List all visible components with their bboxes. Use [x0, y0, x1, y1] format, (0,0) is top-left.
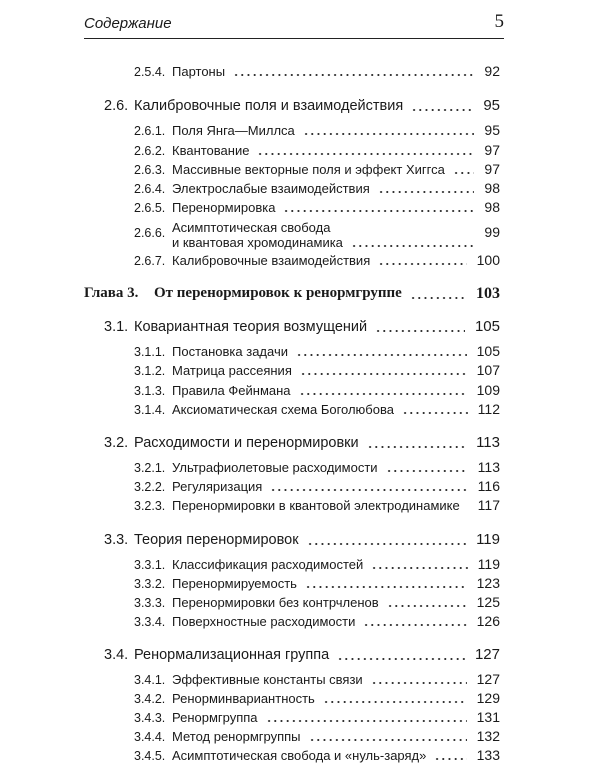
toc-subsection [0, 179, 600, 199]
toc-entry-number: 2.5.4. [134, 65, 166, 79]
toc-subsection [0, 458, 600, 478]
toc-entry-number: 3.4.4. [134, 730, 166, 744]
toc-section [0, 318, 600, 338]
toc-section [0, 646, 600, 666]
toc-entry-page: 112 [477, 401, 500, 417]
toc-section [0, 434, 600, 454]
toc-entry-number: 2.6.7. [134, 254, 166, 268]
dot-leader [233, 74, 474, 76]
toc-entry-number: 3.4.2. [134, 692, 166, 706]
toc-entry-page: 95 [483, 97, 500, 114]
toc-entry-title: Перенормировки в квантовой электродинамике [172, 498, 460, 513]
toc-entry-number: 3.2. [104, 435, 129, 451]
toc-subsection [0, 400, 600, 420]
toc-entry-page: 99 [484, 224, 500, 240]
toc-subsection [0, 342, 600, 362]
toc-entry-title: Расходимости и перенормировки [134, 435, 359, 451]
toc-entry-number: 3.4.5. [134, 749, 166, 763]
toc-entry-page: 129 [476, 690, 500, 706]
toc-entry-title: Калибровочные поля и взаимодействия [134, 98, 404, 114]
toc-entry-title: Аксиоматическая схема Боголюбова [172, 402, 394, 417]
toc-entry-number: 3.4.3. [134, 711, 166, 725]
toc-entry-number: 2.6.2. [134, 144, 166, 158]
toc-entry-page: 127 [474, 646, 500, 663]
toc-entry-title: Матрица рассеяния [172, 363, 292, 378]
toc-entry-title: Партоны [172, 64, 226, 79]
toc-chapter [0, 285, 600, 305]
header-title: Содержание [84, 15, 172, 32]
dot-leader [257, 153, 474, 155]
toc-entry-page: 109 [476, 382, 500, 398]
toc-subsection [0, 612, 600, 632]
dot-leader [351, 245, 475, 247]
toc-entry-page: 133 [476, 747, 500, 763]
toc-entry-page: 125 [476, 594, 500, 610]
toc-subsection [0, 574, 600, 594]
toc-entry-number: 3.2.2. [134, 480, 166, 494]
toc-entry-page: 132 [476, 728, 500, 744]
toc-entry-page: 103 [476, 285, 500, 302]
toc-entry-title: Асимптотическая свобода и «нуль-заряд» [172, 748, 427, 763]
dot-leader [307, 543, 467, 545]
toc-entry-page: 97 [484, 142, 500, 158]
toc-entry-title: Теория перенормировок [134, 532, 299, 548]
toc-entry-number: 3.4.1. [134, 673, 166, 687]
toc-entry-number: 2.6.5. [134, 201, 166, 215]
toc-subsection [0, 477, 600, 497]
dot-leader [305, 586, 467, 588]
toc-entry-number: 3.2.1. [134, 461, 166, 475]
toc-subsection [0, 727, 600, 747]
toc-entry-title: Квантование [172, 143, 250, 158]
toc-entry-title: Правила Фейнмана [172, 383, 291, 398]
header-page-number: 5 [494, 11, 504, 32]
dot-leader [411, 109, 473, 111]
toc-entry-page: 131 [476, 709, 500, 725]
toc-section [0, 97, 600, 117]
toc-entry-number: 3.1.1. [134, 345, 166, 359]
dot-leader [410, 297, 466, 299]
toc-entry-number: Глава 3. [84, 285, 139, 301]
toc-entry-number: 3.4. [104, 647, 129, 663]
toc-entry-title: От перенормировок к ренормгруппе [154, 285, 402, 301]
toc-entry-title-line: и квантовая хромодинамика [172, 235, 343, 250]
toc-entry-page: 117 [477, 497, 500, 513]
toc-subsection [0, 746, 600, 766]
dot-leader [367, 446, 466, 448]
toc-entry-page: 116 [477, 478, 500, 494]
toc-entry-page: 119 [477, 556, 500, 572]
dot-leader [402, 412, 468, 414]
toc-entry-title: Регуляризация [172, 479, 263, 494]
toc-entry-page: 123 [476, 575, 500, 591]
toc-entry-number: 2.6.3. [134, 163, 166, 177]
toc-entry-number: 3.1.4. [134, 403, 166, 417]
dot-leader [270, 489, 467, 491]
dot-leader [387, 605, 467, 607]
toc-entry-number: 3.3.2. [134, 577, 166, 591]
toc-entry-title: Ковариантная теория возмущений [134, 319, 368, 335]
toc-entry-title: Постановка задачи [172, 344, 288, 359]
toc-subsection [0, 708, 600, 728]
toc-subsection [0, 593, 600, 613]
dot-leader [371, 567, 467, 569]
toc-entry-number: 3.3.4. [134, 615, 166, 629]
dot-leader [363, 624, 466, 626]
dot-leader [337, 658, 465, 660]
toc-entry-number: 3.3. [104, 532, 129, 548]
toc-entry-number: 3.1.2. [134, 364, 166, 378]
toc-entry-title: Ренорминвариантность [172, 691, 315, 706]
dot-leader [266, 720, 467, 722]
toc-entry-title: Калибровочные взаимодействия [172, 253, 371, 268]
toc-entry-page: 127 [476, 671, 500, 687]
toc-subsection [0, 198, 600, 218]
dot-leader [434, 758, 466, 760]
toc-entry-page: 97 [484, 161, 500, 177]
toc-entry-title: Перенормировки без контрчленов [172, 595, 379, 610]
toc-entry-title: Метод ренормгруппы [172, 729, 301, 744]
toc-subsection [0, 361, 600, 381]
toc-entry-page: 100 [476, 252, 500, 268]
toc-entry-page: 119 [476, 531, 500, 548]
dot-leader [375, 330, 465, 332]
toc-subsection [0, 689, 600, 709]
toc-entry-page: 107 [476, 362, 500, 378]
dot-leader [453, 172, 475, 174]
toc-entry-title: Классификация расходимостей [172, 557, 364, 572]
toc-entry-title: Ренормализационная группа [134, 647, 330, 663]
toc-subsection [0, 62, 600, 82]
toc-subsection [0, 220, 600, 250]
dot-leader [323, 701, 467, 703]
toc-subsection [0, 496, 600, 516]
toc-entry-number: 3.3.1. [134, 558, 166, 572]
toc-entry-title [172, 220, 343, 250]
dot-leader [303, 133, 475, 135]
toc-entry-number: 2.6. [104, 98, 129, 114]
dot-leader [386, 470, 468, 472]
toc-entry-page: 95 [484, 122, 500, 138]
toc-entry-page: 105 [476, 343, 500, 359]
toc-entry-page: 105 [474, 318, 500, 335]
toc-subsection [0, 670, 600, 690]
toc-entry-page: 98 [484, 180, 500, 196]
toc-subsection [0, 160, 600, 180]
toc-entry-number: 2.6.4. [134, 182, 166, 196]
toc-entry-title: Эффективные константы связи [172, 672, 363, 687]
toc-entry-title: Перенормировка [172, 200, 276, 215]
toc-entry-title: Перенормируемость [172, 576, 297, 591]
dot-leader [299, 393, 467, 395]
toc-entry-number: 3.2.3. [134, 499, 166, 513]
toc-entry-title: Поверхностные расходимости [172, 614, 356, 629]
toc-entry-title: Электрослабые взаимодействия [172, 181, 370, 196]
dot-leader [283, 210, 474, 212]
dot-leader [378, 191, 475, 193]
dot-leader [378, 263, 466, 265]
toc-subsection [0, 141, 600, 161]
toc-entry-page: 92 [484, 63, 500, 79]
toc-entry-title: Поля Янга—Миллса [172, 123, 295, 138]
toc-entry-page: 113 [477, 459, 500, 475]
dot-leader [300, 373, 467, 375]
toc-entry-title: Ренормгруппа [172, 710, 258, 725]
toc-entry-number: 2.6.1. [134, 124, 166, 138]
running-header [84, 8, 504, 39]
toc-entry-page: 126 [476, 613, 500, 629]
dot-leader [309, 739, 467, 741]
toc-subsection [0, 121, 600, 141]
toc-entry-page: 113 [476, 434, 500, 451]
toc-subsection [0, 555, 600, 575]
toc-entry-number: 3.1.3. [134, 384, 166, 398]
toc-entry-number: 3.3.3. [134, 596, 166, 610]
toc-entry-number: 3.1. [104, 319, 129, 335]
toc-section [0, 531, 600, 551]
dot-leader [371, 682, 467, 684]
toc-entry-page: 98 [484, 199, 500, 215]
toc-subsection [0, 381, 600, 401]
toc-entry-number: 2.6.6. [134, 226, 166, 240]
dot-leader [296, 354, 467, 356]
toc-entry-title-line: Асимптотическая свобода [172, 220, 331, 235]
toc-entry-title: Ультрафиолетовые расходимости [172, 460, 378, 475]
toc-entry-title: Массивные векторные поля и эффект Хиггса [172, 162, 445, 177]
toc-subsection [0, 251, 600, 271]
